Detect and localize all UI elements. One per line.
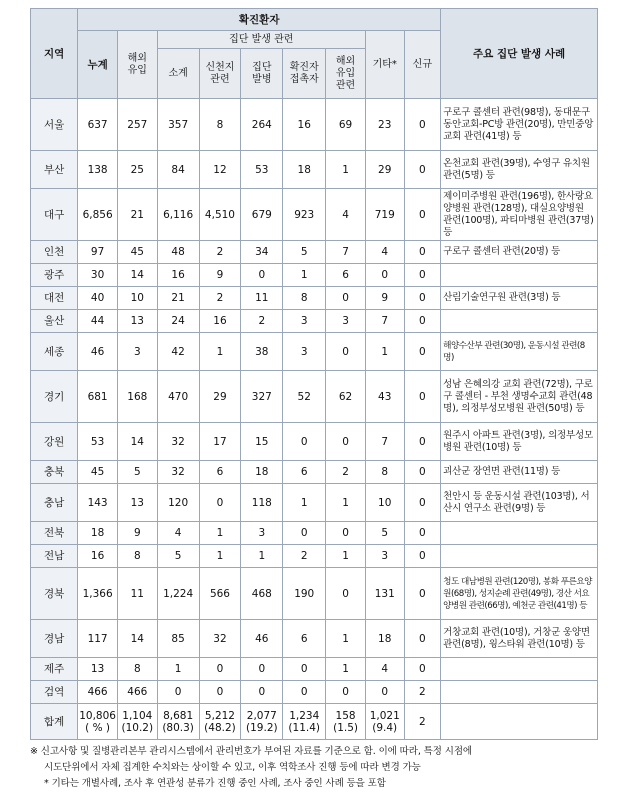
example-cell: 구로구 콜센터 관련(20명) 등	[441, 241, 598, 264]
total-label: 합계	[31, 704, 78, 740]
new-cell: 0	[404, 310, 441, 333]
table-row	[31, 620, 598, 658]
total-shincheonji: 5,212 (48.2)	[199, 704, 241, 740]
overseas-rel-cell: 2	[326, 461, 366, 484]
other-cell: 10	[365, 484, 404, 522]
contacts-cell: 3	[283, 333, 326, 371]
cluster-cell: 15	[241, 423, 283, 461]
other-cell: 8	[365, 461, 404, 484]
table-row	[31, 151, 598, 189]
overseas-rel-cell: 62	[326, 371, 366, 423]
subtotal-cell: 470	[157, 371, 199, 423]
overseas-rel-cell: 0	[326, 522, 366, 545]
overseas-rel-cell: 1	[326, 545, 366, 568]
other-cell: 0	[365, 264, 404, 287]
total-new: 2	[404, 704, 441, 740]
table-row	[31, 287, 598, 310]
example-cell	[441, 310, 598, 333]
region-cell: 경남	[31, 620, 78, 658]
overseas-cell: 21	[117, 189, 157, 241]
table-row	[31, 568, 598, 620]
total-cell: 30	[78, 264, 118, 287]
contacts-cell: 16	[283, 99, 326, 151]
overseas-cell: 8	[117, 658, 157, 681]
shincheonji-cell: 6	[199, 461, 241, 484]
contacts-cell: 0	[283, 423, 326, 461]
total-cell: 18	[78, 522, 118, 545]
total-example	[441, 704, 598, 740]
example-cell: 제이미주병원 관련(196명), 한사랑요양병원 관련(128명), 대실요양병원 관련(100명), 파티마병원 관련(37명) 등	[441, 189, 598, 241]
cluster-cell: 38	[241, 333, 283, 371]
header-overseas: 해외 유입	[117, 31, 157, 99]
header-other: 기타*	[365, 31, 404, 99]
region-cell: 부산	[31, 151, 78, 189]
header-new: 신규	[404, 31, 441, 99]
total-total: 10,806 ( % )	[78, 704, 118, 740]
overseas-cell: 13	[117, 484, 157, 522]
note-2: * 기타는 개별사례, 조사 후 연관성 분류가 진행 중인 사례, 조사 중인 사례 등을 포함	[44, 778, 386, 789]
example-cell: 괴산군 장연면 관련(11명) 등	[441, 461, 598, 484]
total-row	[31, 704, 598, 740]
region-cell: 대전	[31, 287, 78, 310]
new-cell: 0	[404, 461, 441, 484]
contacts-cell: 5	[283, 241, 326, 264]
total-cell: 16	[78, 545, 118, 568]
header-cluster: 집단 발생 관련	[157, 31, 365, 49]
shincheonji-cell: 2	[199, 287, 241, 310]
cluster-cell: 0	[241, 681, 283, 704]
cluster-cell: 679	[241, 189, 283, 241]
shincheonji-cell: 0	[199, 484, 241, 522]
overseas-rel-cell: 0	[326, 287, 366, 310]
new-cell: 0	[404, 264, 441, 287]
region-cell: 충북	[31, 461, 78, 484]
total-cell: 40	[78, 287, 118, 310]
region-cell: 충남	[31, 484, 78, 522]
shincheonji-cell: 1	[199, 522, 241, 545]
other-cell: 5	[365, 522, 404, 545]
header-region: 지역	[31, 9, 78, 99]
other-cell: 23	[365, 99, 404, 151]
footnotes	[30, 744, 598, 792]
contacts-cell: 1	[283, 264, 326, 287]
region-cell: 제주	[31, 658, 78, 681]
new-cell: 0	[404, 151, 441, 189]
overseas-rel-cell: 3	[326, 310, 366, 333]
contacts-cell: 6	[283, 461, 326, 484]
overseas-cell: 466	[117, 681, 157, 704]
total-cell: 97	[78, 241, 118, 264]
shincheonji-cell: 12	[199, 151, 241, 189]
new-cell: 0	[404, 568, 441, 620]
overseas-cell: 9	[117, 522, 157, 545]
contacts-cell: 1	[283, 484, 326, 522]
example-cell	[441, 264, 598, 287]
total-cell: 637	[78, 99, 118, 151]
cluster-cell: 468	[241, 568, 283, 620]
overseas-rel-cell: 1	[326, 484, 366, 522]
new-cell: 0	[404, 287, 441, 310]
region-cell: 경북	[31, 568, 78, 620]
subtotal-cell: 85	[157, 620, 199, 658]
shincheonji-cell: 32	[199, 620, 241, 658]
table-row	[31, 484, 598, 522]
table-row	[31, 522, 598, 545]
subtotal-cell: 1,224	[157, 568, 199, 620]
new-cell: 0	[404, 333, 441, 371]
header-contacts: 확진자 접촉자	[283, 49, 326, 99]
overseas-cell: 8	[117, 545, 157, 568]
header-shincheonji: 신천지 관련	[199, 49, 241, 99]
example-cell: 온천교회 관련(39명), 수영구 유치원 관련(5명) 등	[441, 151, 598, 189]
new-cell: 0	[404, 658, 441, 681]
shincheonji-cell: 0	[199, 681, 241, 704]
cluster-cell: 46	[241, 620, 283, 658]
subtotal-cell: 32	[157, 461, 199, 484]
subtotal-cell: 4	[157, 522, 199, 545]
subtotal-cell: 32	[157, 423, 199, 461]
table-row	[31, 371, 598, 423]
example-cell	[441, 545, 598, 568]
overseas-rel-cell: 6	[326, 264, 366, 287]
subtotal-cell: 120	[157, 484, 199, 522]
subtotal-cell: 1	[157, 658, 199, 681]
cluster-cell: 3	[241, 522, 283, 545]
other-cell: 3	[365, 545, 404, 568]
example-cell: 원주시 아파트 관련(3명), 의정부성모병원 관련(10명) 등	[441, 423, 598, 461]
table-row	[31, 333, 598, 371]
cluster-cell: 0	[241, 264, 283, 287]
total-cell: 44	[78, 310, 118, 333]
example-cell: 산림기술연구원 관련(3명) 등	[441, 287, 598, 310]
region-cell: 전남	[31, 545, 78, 568]
other-cell: 43	[365, 371, 404, 423]
header-overseas-related: 해외 유입 관련	[326, 49, 366, 99]
covid-region-table	[30, 8, 598, 740]
other-cell: 719	[365, 189, 404, 241]
cluster-cell: 18	[241, 461, 283, 484]
subtotal-cell: 6,116	[157, 189, 199, 241]
overseas-cell: 11	[117, 568, 157, 620]
document	[30, 8, 598, 792]
other-cell: 1	[365, 333, 404, 371]
table-row	[31, 189, 598, 241]
table-row	[31, 658, 598, 681]
total-cluster: 2,077 (19.2)	[241, 704, 283, 740]
cluster-cell: 2	[241, 310, 283, 333]
subtotal-cell: 357	[157, 99, 199, 151]
cluster-cell: 11	[241, 287, 283, 310]
overseas-cell: 168	[117, 371, 157, 423]
contacts-cell: 6	[283, 620, 326, 658]
contacts-cell: 190	[283, 568, 326, 620]
region-cell: 울산	[31, 310, 78, 333]
other-cell: 0	[365, 681, 404, 704]
note-1-cont: 시도단위에서 자체 집계한 수치와는 상이할 수 있고, 이후 역학조사 진행 등에 따라 변경 가능	[44, 762, 421, 773]
other-cell: 29	[365, 151, 404, 189]
new-cell: 0	[404, 99, 441, 151]
other-cell: 4	[365, 658, 404, 681]
shincheonji-cell: 1	[199, 333, 241, 371]
subtotal-cell: 24	[157, 310, 199, 333]
total-overseas: 1,104 (10.2)	[117, 704, 157, 740]
cluster-cell: 327	[241, 371, 283, 423]
new-cell: 0	[404, 423, 441, 461]
contacts-cell: 0	[283, 681, 326, 704]
region-cell: 서울	[31, 99, 78, 151]
region-cell: 강원	[31, 423, 78, 461]
subtotal-cell: 16	[157, 264, 199, 287]
table-row	[31, 99, 598, 151]
total-cell: 46	[78, 333, 118, 371]
other-cell: 18	[365, 620, 404, 658]
example-cell	[441, 658, 598, 681]
header-cluster-outbreak: 집단 발병	[241, 49, 283, 99]
region-cell: 대구	[31, 189, 78, 241]
table-row	[31, 461, 598, 484]
total-cell: 143	[78, 484, 118, 522]
shincheonji-cell: 8	[199, 99, 241, 151]
overseas-rel-cell: 0	[326, 333, 366, 371]
contacts-cell: 52	[283, 371, 326, 423]
overseas-rel-cell: 1	[326, 620, 366, 658]
new-cell: 0	[404, 545, 441, 568]
example-cell: 성남 은혜의강 교회 관련(72명), 구로구 콜센터 - 부천 생명수교회 관련(48명), 의정부성모병원 관련(50명) 등	[441, 371, 598, 423]
new-cell: 0	[404, 189, 441, 241]
overseas-rel-cell: 1	[326, 151, 366, 189]
region-cell: 검역	[31, 681, 78, 704]
overseas-cell: 5	[117, 461, 157, 484]
header-total: 누계	[78, 31, 118, 99]
overseas-rel-cell: 4	[326, 189, 366, 241]
contacts-cell: 3	[283, 310, 326, 333]
subtotal-cell: 21	[157, 287, 199, 310]
total-subtotal: 8,681 (80.3)	[157, 704, 199, 740]
subtotal-cell: 42	[157, 333, 199, 371]
total-cell: 681	[78, 371, 118, 423]
table-row	[31, 681, 598, 704]
overseas-cell: 3	[117, 333, 157, 371]
note-1: ※ 신고사항 및 질병관리본부 관리시스템에서 관리번호가 부여된 자료를 기준으로 함. 이에 따라, 특정 시점에	[30, 746, 472, 757]
region-cell: 세종	[31, 333, 78, 371]
total-cell: 117	[78, 620, 118, 658]
total-cell: 466	[78, 681, 118, 704]
overseas-cell: 10	[117, 287, 157, 310]
overseas-rel-cell: 0	[326, 681, 366, 704]
shincheonji-cell: 16	[199, 310, 241, 333]
total-contacts: 1,234 (11.4)	[283, 704, 326, 740]
overseas-rel-cell: 0	[326, 568, 366, 620]
contacts-cell: 8	[283, 287, 326, 310]
subtotal-cell: 5	[157, 545, 199, 568]
new-cell: 0	[404, 371, 441, 423]
total-overseas-rel: 158 (1.5)	[326, 704, 366, 740]
new-cell: 0	[404, 522, 441, 545]
example-cell: 청도 대남병원 관련(120명), 봉화 푸른요양원(68명), 성지순례 관련(49명), 경산 서요양병원 관련(66명), 예천군 관련(41명) 등	[441, 568, 598, 620]
example-cell	[441, 681, 598, 704]
other-cell: 7	[365, 310, 404, 333]
new-cell: 0	[404, 620, 441, 658]
total-other: 1,021 (9.4)	[365, 704, 404, 740]
example-cell	[441, 522, 598, 545]
shincheonji-cell: 1	[199, 545, 241, 568]
header-subtotal: 소계	[157, 49, 199, 99]
total-cell: 53	[78, 423, 118, 461]
cluster-cell: 264	[241, 99, 283, 151]
region-cell: 경기	[31, 371, 78, 423]
overseas-cell: 14	[117, 620, 157, 658]
table-row	[31, 423, 598, 461]
overseas-rel-cell: 0	[326, 423, 366, 461]
other-cell: 9	[365, 287, 404, 310]
other-cell: 4	[365, 241, 404, 264]
other-cell: 7	[365, 423, 404, 461]
table-row	[31, 264, 598, 287]
shincheonji-cell: 9	[199, 264, 241, 287]
total-cell: 138	[78, 151, 118, 189]
overseas-cell: 25	[117, 151, 157, 189]
table-row	[31, 310, 598, 333]
shincheonji-cell: 2	[199, 241, 241, 264]
cluster-cell: 53	[241, 151, 283, 189]
other-cell: 131	[365, 568, 404, 620]
region-cell: 인천	[31, 241, 78, 264]
header-confirmed: 확진환자	[78, 9, 441, 31]
new-cell: 0	[404, 241, 441, 264]
overseas-rel-cell: 7	[326, 241, 366, 264]
shincheonji-cell: 17	[199, 423, 241, 461]
subtotal-cell: 48	[157, 241, 199, 264]
shincheonji-cell: 566	[199, 568, 241, 620]
example-cell: 거창교회 관련(10명), 거창군 웅양면 관련(8명), 윙스타워 관련(10명) 등	[441, 620, 598, 658]
new-cell: 2	[404, 681, 441, 704]
total-cell: 6,856	[78, 189, 118, 241]
overseas-cell: 13	[117, 310, 157, 333]
overseas-cell: 45	[117, 241, 157, 264]
shincheonji-cell: 0	[199, 658, 241, 681]
region-cell: 광주	[31, 264, 78, 287]
example-cell: 천안시 등 운동시설 관련(103명), 서산시 연구소 관련(9명) 등	[441, 484, 598, 522]
contacts-cell: 923	[283, 189, 326, 241]
cluster-cell: 118	[241, 484, 283, 522]
total-cell: 1,366	[78, 568, 118, 620]
cluster-cell: 34	[241, 241, 283, 264]
cluster-cell: 0	[241, 658, 283, 681]
total-cell: 45	[78, 461, 118, 484]
overseas-cell: 257	[117, 99, 157, 151]
contacts-cell: 0	[283, 658, 326, 681]
shincheonji-cell: 29	[199, 371, 241, 423]
example-cell: 해양수산부 관련(30명), 운동시설 관련(8명)	[441, 333, 598, 371]
table-row	[31, 241, 598, 264]
contacts-cell: 0	[283, 522, 326, 545]
overseas-rel-cell: 69	[326, 99, 366, 151]
subtotal-cell: 84	[157, 151, 199, 189]
cluster-cell: 1	[241, 545, 283, 568]
new-cell: 0	[404, 484, 441, 522]
overseas-cell: 14	[117, 423, 157, 461]
overseas-cell: 14	[117, 264, 157, 287]
overseas-rel-cell: 1	[326, 658, 366, 681]
subtotal-cell: 0	[157, 681, 199, 704]
contacts-cell: 18	[283, 151, 326, 189]
header-examples: 주요 집단 발생 사례	[441, 9, 598, 99]
total-cell: 13	[78, 658, 118, 681]
region-cell: 전북	[31, 522, 78, 545]
example-cell: 구로구 콜센터 관련(98명), 동대문구 동안교회-PC방 관련(20명), 만민중앙교회 관련(41명) 등	[441, 99, 598, 151]
table-row	[31, 545, 598, 568]
shincheonji-cell: 4,510	[199, 189, 241, 241]
contacts-cell: 2	[283, 545, 326, 568]
